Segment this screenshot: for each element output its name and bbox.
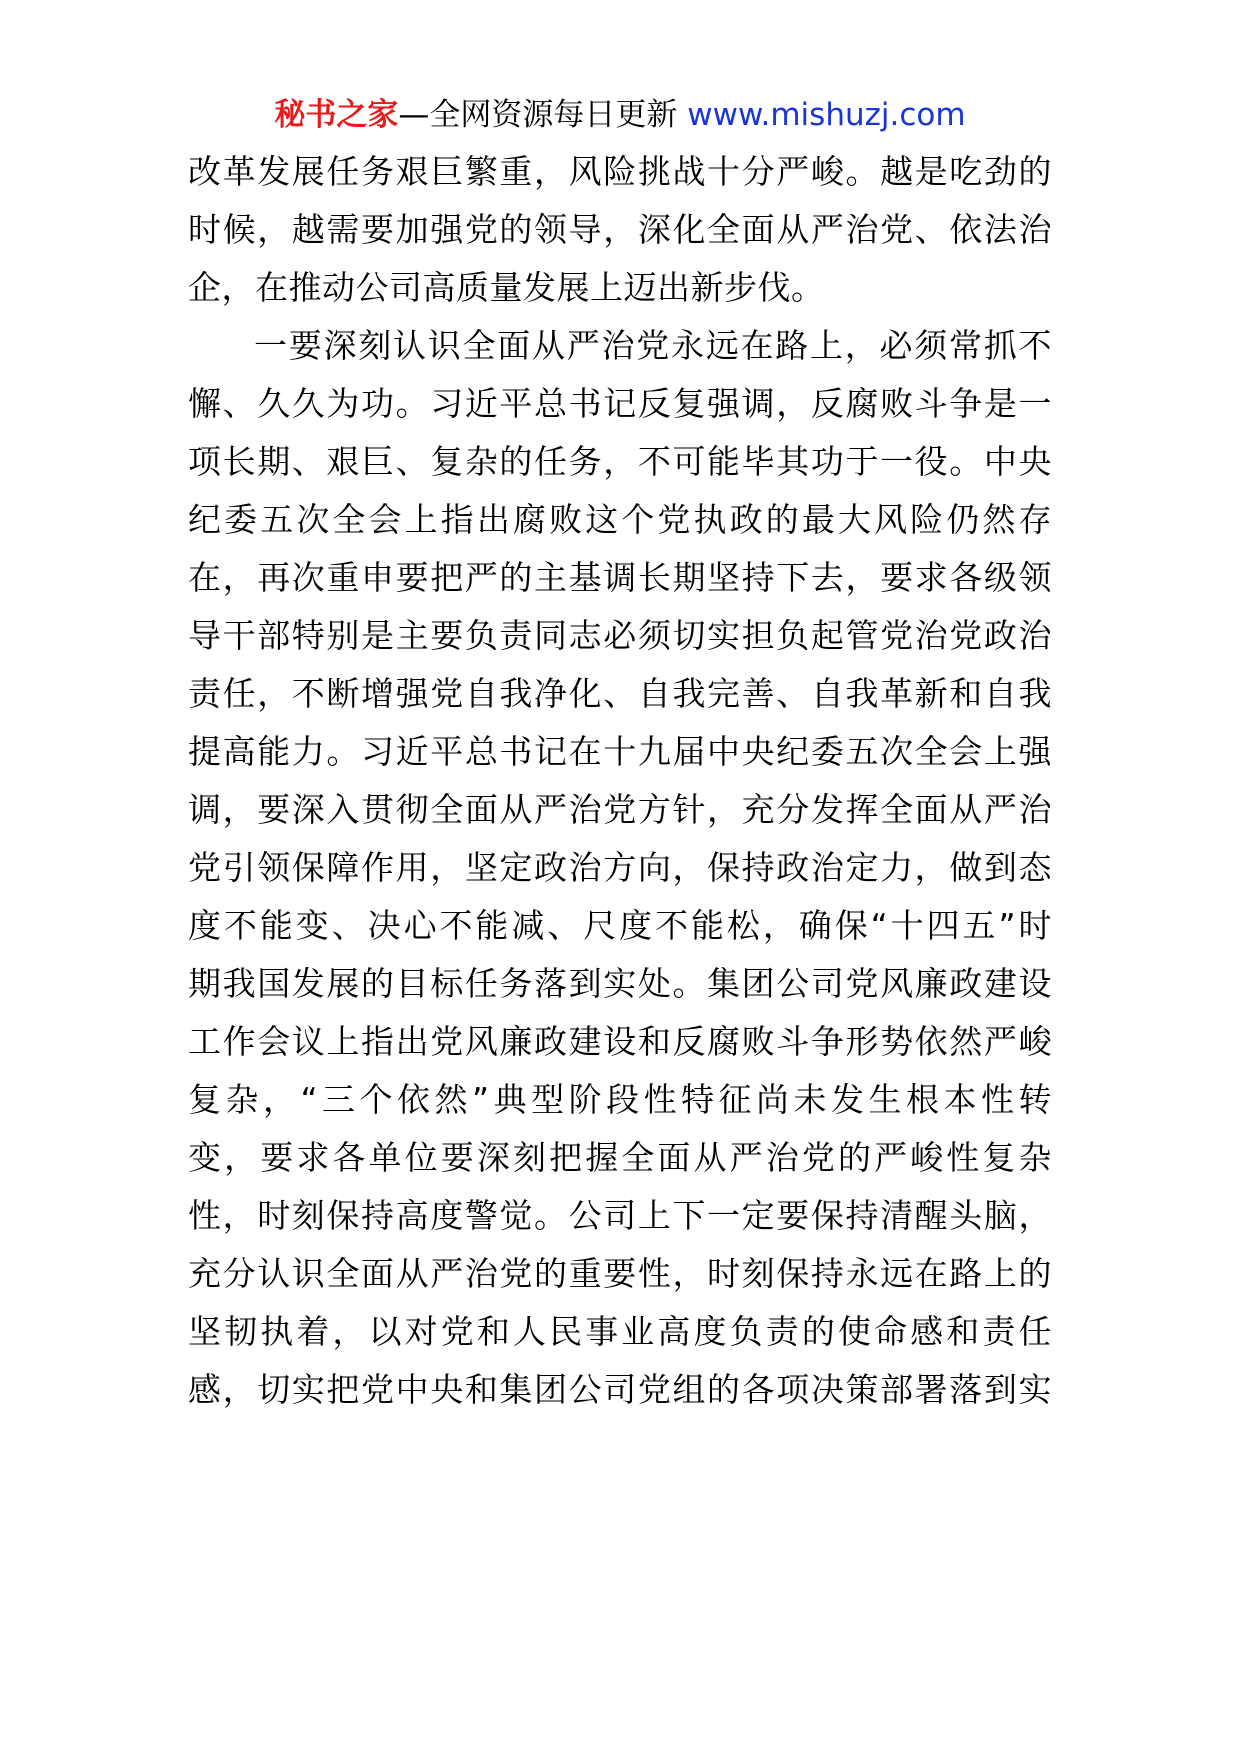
text-line: 懈、久久为功。习近平总书记反复强调，反腐败斗争是一	[188, 384, 1052, 423]
text-line: 时候，越需要加强党的领导，深化全面从严治党、依法治	[188, 210, 1052, 249]
site-tagline: —全网资源每日更新	[398, 97, 678, 133]
site-url[interactable]: www.mishuzj.com	[687, 97, 966, 133]
text-line: 变，要求各单位要深刻把握全面从严治党的严峻性复杂	[188, 1138, 1052, 1177]
text-line: 坚韧执着，以对党和人民事业高度负责的使命感和责任	[188, 1312, 1052, 1351]
text-line: 期我国发展的目标任务落到实处。集团公司党风廉政建设	[188, 964, 1052, 1003]
text-line: 充分认识全面从严治党的重要性，时刻保持永远在路上的	[188, 1254, 1052, 1293]
text-line: 工作会议上指出党风廉政建设和反腐败斗争形势依然严峻	[188, 1022, 1052, 1061]
page-header	[0, 95, 1240, 135]
text-line: 改革发展任务艰巨繁重，风险挑战十分严峻。越是吃劲的	[188, 152, 1052, 191]
text-line: 度不能变、决心不能减、尺度不能松，确保“十四五”时	[188, 906, 1052, 945]
text-line: 纪委五次全会上指出腐败这个党执政的最大风险仍然存	[188, 500, 1052, 539]
text-line: 提高能力。习近平总书记在十九届中央纪委五次全会上强	[188, 732, 1052, 771]
text-line: 感，切实把党中央和集团公司党组的各项决策部署落到实	[188, 1370, 1052, 1409]
text-line: 复杂，“三个依然”典型阶段性特征尚未发生根本性转	[188, 1080, 1052, 1119]
text-line: 项长期、艰巨、复杂的任务，不可能毕其功于一役。中央	[188, 442, 1052, 481]
text-line: 在，再次重申要把严的主基调长期坚持下去，要求各级领	[188, 558, 1052, 597]
text-line: 责任，不断增强党自我净化、自我完善、自我革新和自我	[188, 674, 1052, 713]
paragraph-first-line: 一要深刻认识全面从严治党永远在路上，必须常抓不	[254, 326, 1052, 365]
text-line: 导干部特别是主要负责同志必须切实担负起管党治党政治	[188, 616, 1052, 655]
text-line: 党引领保障作用，坚定政治方向，保持政治定力，做到态	[188, 848, 1052, 887]
text-line: 企，在推动公司高质量发展上迈出新步伐。	[188, 268, 825, 307]
site-brand: 秘书之家	[274, 97, 399, 133]
text-line: 性，时刻保持高度警觉。公司上下一定要保持清醒头脑，	[188, 1196, 1052, 1235]
text-line: 调，要深入贯彻全面从严治党方针，充分发挥全面从严治	[188, 790, 1052, 829]
